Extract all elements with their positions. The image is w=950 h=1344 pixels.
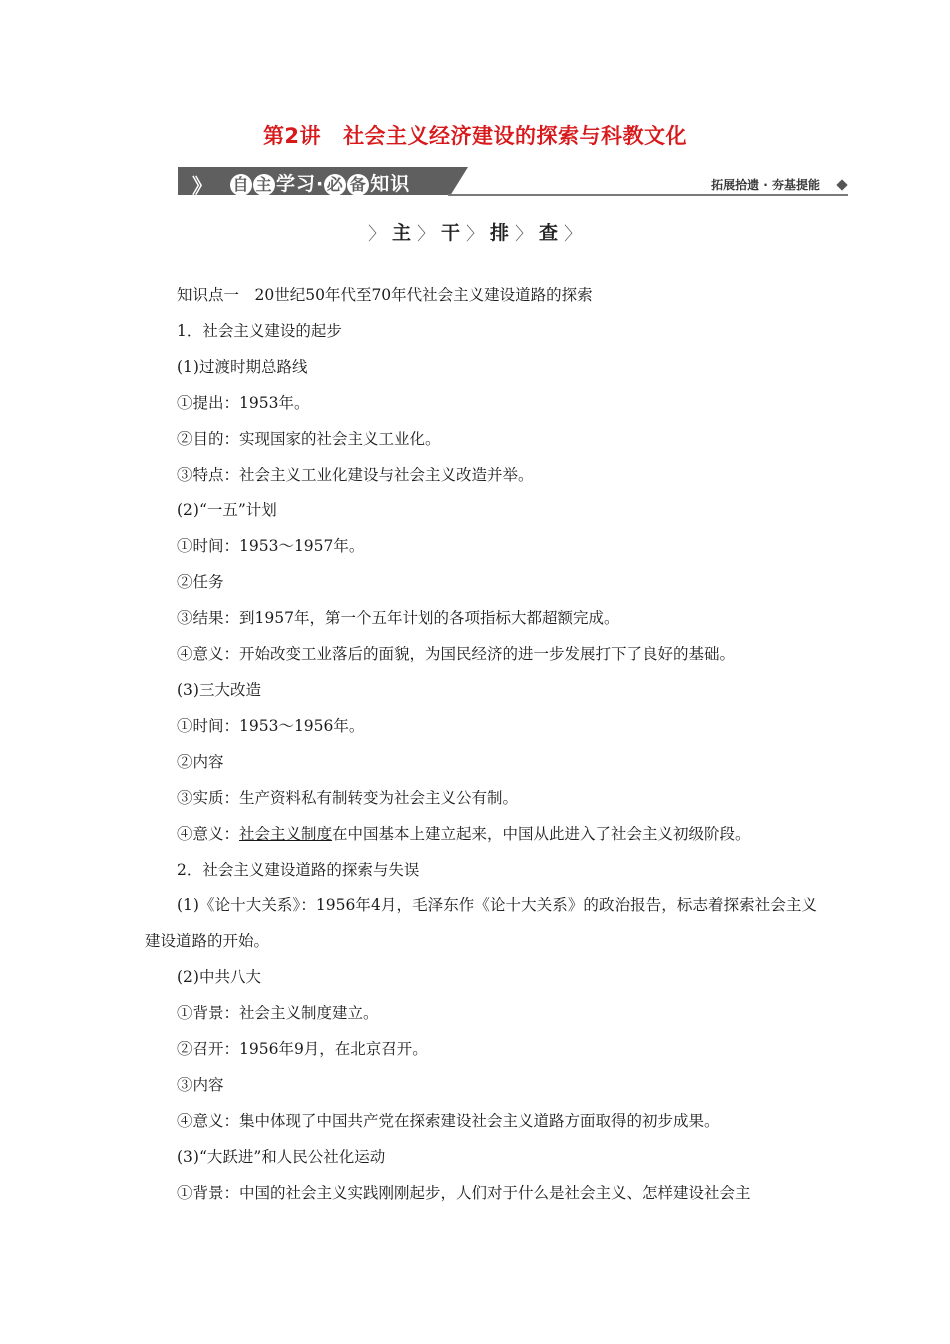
banner-char: 主 — [253, 174, 275, 196]
list-item: ③实质：生产资料私有制转变为社会主义公有制。 — [177, 788, 519, 807]
underlined-term: 社会主义制度 — [239, 824, 333, 843]
banner-subtitle: 拓展拾遗 · 夯基提能 — [711, 178, 820, 192]
banner-char: 知识 — [370, 173, 411, 195]
list-item: ④意义：开始改变工业落后的面貌，为国民经济的进一步发展打下了良好的基础。 — [177, 645, 736, 664]
banner-char: 自 — [230, 174, 252, 196]
list-item: ④意义：集中体现了中国共产党在探索建设社会主义道路方面取得的初步成果。 — [177, 1111, 720, 1130]
list-item: ③结果：到1957年，第一个五年计划的各项指标大都超额完成。 — [177, 609, 620, 628]
subheading-char: 排 — [490, 222, 510, 244]
lesson-title: 社会主义经济建设的探索与科教文化 — [343, 124, 688, 148]
banner-char: 备 — [347, 174, 369, 196]
list-item: ②召开：1956年9月，在北京召开。 — [177, 1040, 428, 1059]
subsection-heading: (1)过渡时期总路线 — [177, 357, 308, 376]
document-body — [145, 278, 817, 1212]
banner-char: 必 — [324, 174, 346, 196]
chevron-icon: 〉 — [416, 224, 435, 245]
subheading-char: 干 — [440, 222, 460, 244]
banner-char: 学习 — [276, 173, 317, 195]
diamond-icon — [836, 179, 847, 190]
double-chevron-icon: 》 — [192, 174, 212, 198]
list-item: ①背景：中国的社会主义实践刚刚起步，人们对于什么是社会主义、怎样建设社会主 — [177, 1183, 751, 1202]
subheading-char: 查 — [539, 222, 559, 244]
subsection-heading: (3)“大跃进”和人民公社化运动 — [177, 1147, 386, 1166]
list-item: ②内容 — [177, 752, 224, 771]
list-item: ③内容 — [177, 1075, 224, 1094]
list-item: ①背景：社会主义制度建立。 — [177, 1004, 379, 1023]
subsection-heading: (2)中共八大 — [177, 968, 261, 987]
paragraph: (1)《论十大关系》：1956年4月，毛泽东作《论十大关系》的政治报告，标志着探索社会主义建设道路的开始。 — [145, 896, 817, 951]
list-item: ③特点：社会主义工业化建设与社会主义改造并举。 — [177, 465, 534, 484]
banner-dot: · — [316, 173, 325, 195]
page-title — [0, 120, 950, 150]
list-item: ②任务 — [177, 573, 224, 592]
subsection-heading: (3)三大改造 — [177, 680, 261, 699]
chevron-icon: 〉 — [466, 224, 484, 245]
section-banner — [178, 167, 848, 197]
list-item — [145, 817, 817, 853]
section-heading: 2．社会主义建设道路的探索与失误 — [177, 860, 420, 879]
item-label: ④意义： — [177, 824, 240, 843]
banner-title — [230, 169, 410, 196]
subsection-heading: (2)“一五”计划 — [177, 501, 277, 520]
list-item: ①提出：1953年。 — [177, 393, 310, 412]
item-text: 在中国基本上建立起来，中国从此进入了社会主义初级阶段。 — [332, 824, 751, 843]
subheading-char: 主 — [391, 222, 411, 244]
subheading — [0, 219, 950, 247]
chevron-icon: 〉 — [564, 224, 583, 245]
chevron-icon: 〉 — [367, 224, 386, 245]
list-item: ①时间：1953～1957年。 — [177, 537, 365, 556]
knowledge-point-heading: 知识点一 20世纪50年代至70年代社会主义建设道路的探索 — [177, 286, 593, 304]
section-heading: 1．社会主义建设的起步 — [177, 321, 342, 340]
chevron-icon: 〉 — [515, 224, 534, 245]
list-item: ②目的：实现国家的社会主义工业化。 — [177, 429, 441, 448]
lesson-number: 第2讲 — [262, 124, 322, 148]
banner-divider — [448, 194, 848, 196]
list-item: ①时间：1953～1956年。 — [177, 716, 365, 735]
